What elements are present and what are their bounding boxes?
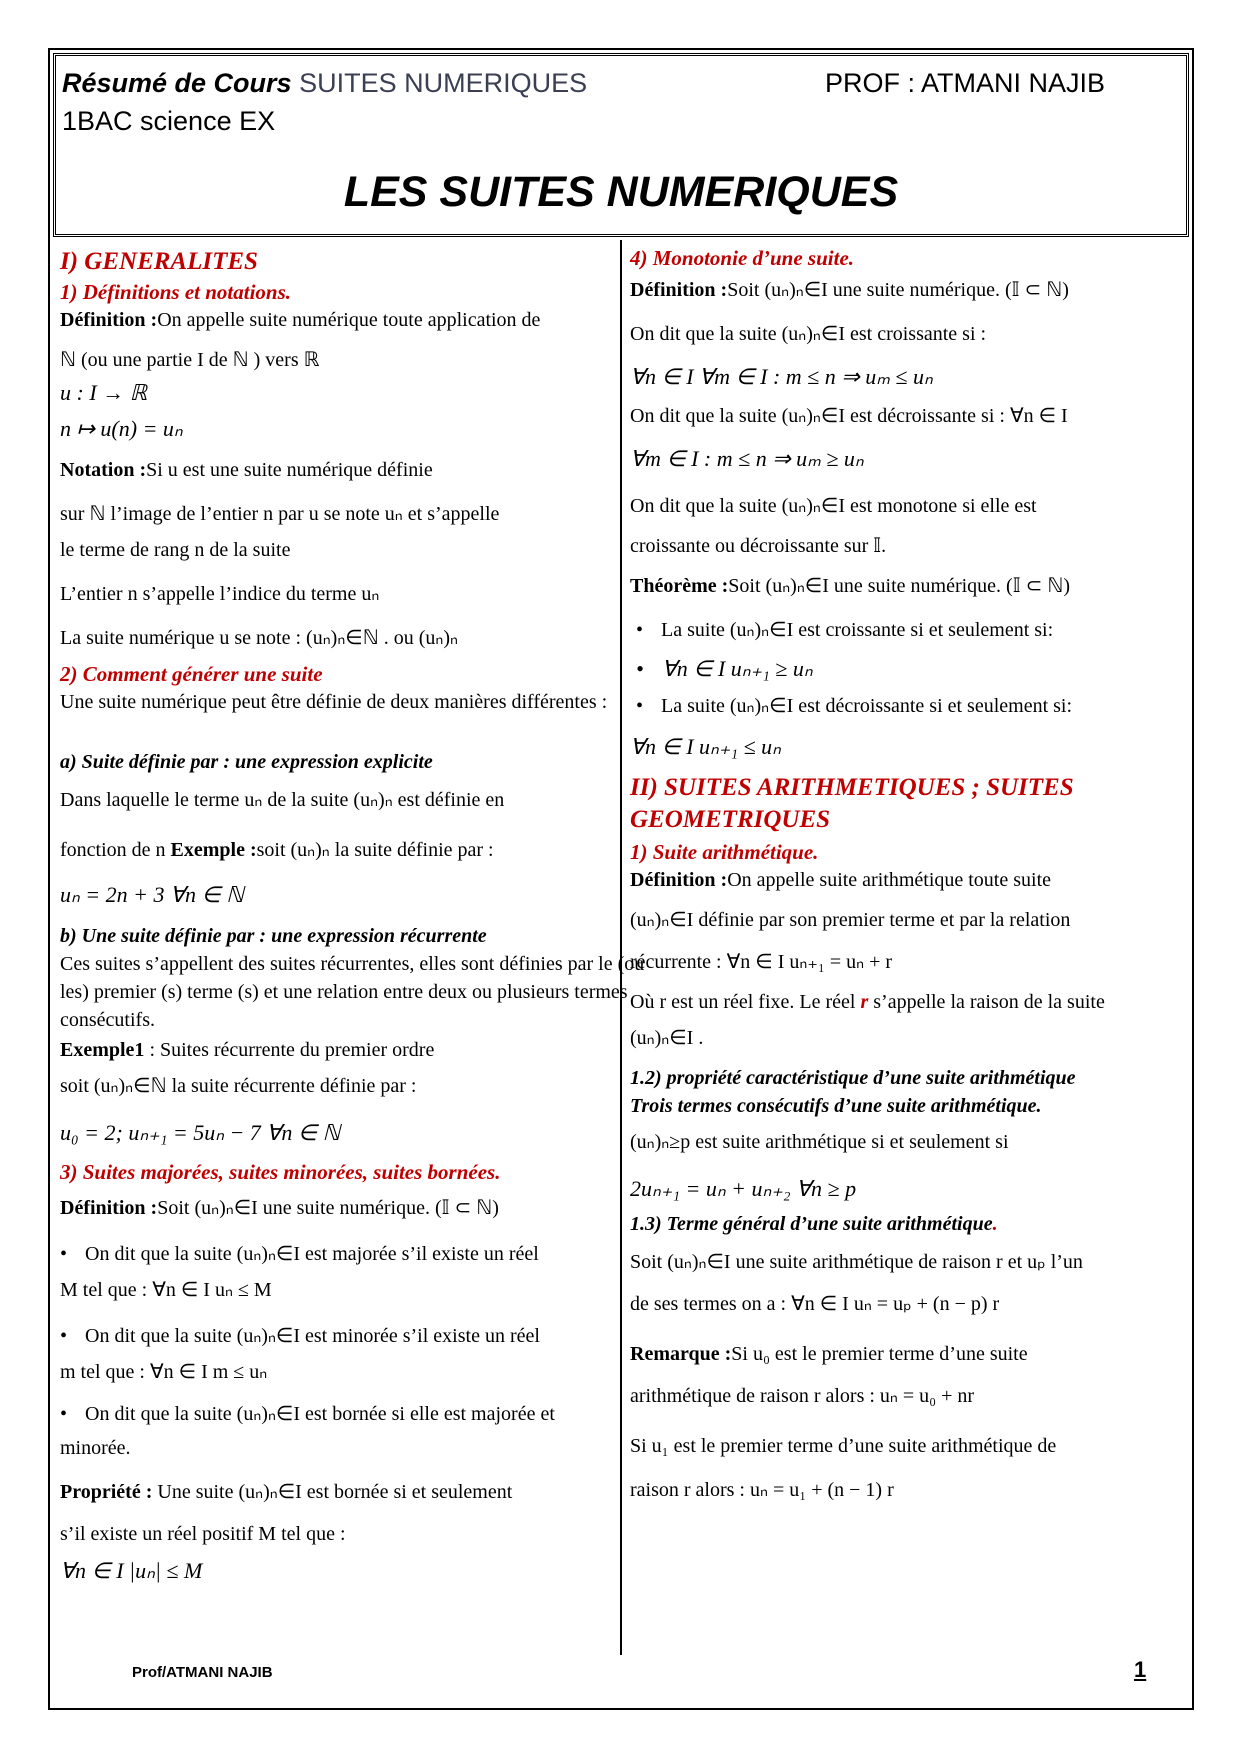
decroissante-formula: ∀m ∈ I : m ≤ n ⇒ uₘ ≥ uₙ <box>630 446 864 471</box>
subsection-arithmetique: 1) Suite arithmétique. <box>630 840 819 864</box>
remarque-label: Remarque : <box>630 1343 732 1365</box>
propriete-line-2: s’il existe un réel positif M tel que : <box>60 1523 346 1545</box>
explicite-text: fonction de n <box>60 839 171 861</box>
notation-line-2: sur ℕ l’image de l’entier n par u se note uₙ et s’appelle <box>60 503 500 525</box>
subsection-definitions: 1) Définitions et notations. <box>60 280 292 304</box>
bornee-line-2: minorée. <box>60 1437 131 1459</box>
remarque-line-3: Si u₁ est le premier terme d’une suite arithmétique de <box>630 1435 1057 1457</box>
explicite-line-1: Dans laquelle le terme uₙ de la suite (uₙ)ₙ est définie en <box>60 789 505 811</box>
decroissante-line: On dit que la suite (uₙ)ₙ∈I est décroissante si : ∀n ∈ I <box>630 405 1068 427</box>
theoreme-line <box>630 572 1070 600</box>
subsection-monotonie: 4) Monotonie d’une suite. <box>630 246 855 270</box>
definition4-label: Définition : <box>630 869 728 891</box>
remarque-line <box>630 1340 1028 1368</box>
definition2-text: Soit (uₙ)ₙ∈I une suite numérique. (𝕀 ⊂ ℕ) <box>157 1197 499 1219</box>
exemple1-line-2: soit (uₙ)ₙ∈ℕ la suite récurrente définie par : <box>60 1075 417 1097</box>
definition4-line-3: récurrente : ∀n ∈ I uₙ₊₁ = uₙ + r <box>630 951 893 973</box>
page-header <box>53 53 1189 237</box>
theoreme-formula: ∀n ∈ I uₙ₊₁ ≤ uₙ <box>630 734 781 759</box>
indice-line: L’entier n s’appelle l’indice du terme uₙ <box>60 583 380 605</box>
definition2-line <box>60 1194 499 1222</box>
croissante-formula: ∀n ∈ I ∀m ∈ I : m ≤ n ⇒ uₘ ≤ uₙ <box>630 364 933 389</box>
terme-general-dot: . <box>992 1213 998 1235</box>
page-title: LES SUITES NUMERIQUES <box>343 168 899 216</box>
majoree-line-1: • On dit que la suite (uₙ)ₙ∈I est majorée s’il existe un réel <box>60 1240 539 1268</box>
section-generalites: I) GENERALITES <box>60 248 258 275</box>
exemple1-text: : Suites récurrente du premier ordre <box>144 1039 435 1061</box>
definition-map-1: u : I → ℝ <box>60 380 148 405</box>
raison-line-2: (uₙ)ₙ∈I . <box>630 1027 704 1049</box>
notation-line-3: le terme de rang n de la suite <box>60 539 291 561</box>
theoreme-text: Soit (uₙ)ₙ∈I une suite numérique. (𝕀 ⊂ ℕ) <box>728 575 1070 597</box>
definition-line <box>60 306 540 334</box>
header-level: 1BAC science EX <box>62 106 276 136</box>
exemple-text: soit (uₙ)ₙ la suite définie par : <box>256 839 494 861</box>
croissante-line: On dit que la suite (uₙ)ₙ∈I est croissante si : <box>630 323 987 345</box>
definition-text: On appelle suite numérique toute application de <box>157 309 541 331</box>
notation-text: Si u est une suite numérique définie <box>146 459 433 481</box>
definition4-line <box>630 866 1051 894</box>
raison-text-a: Où r est un réel fixe. Le réel <box>630 991 861 1013</box>
header-course-line <box>62 68 587 99</box>
terme-general-line-1: Soit (uₙ)ₙ∈I une suite arithmétique de raison r et uₚ l’un <box>630 1251 1083 1273</box>
propriete-label: Propriété : <box>60 1481 153 1503</box>
raison-line-1 <box>630 988 1105 1016</box>
terme-general-line-2: de ses termes on a : ∀n ∈ I uₙ = uₚ + (n − p) r <box>630 1293 1000 1315</box>
subsection-recurrente: b) Une suite définie par : une expression récurrente <box>60 925 487 947</box>
caracteristique-line: (uₙ)ₙ≥p est suite arithmétique si et seulement si <box>630 1131 1009 1153</box>
definition2-label: Définition : <box>60 1197 158 1219</box>
definition4-line-2: (uₙ)ₙ∈I définie par son premier terme et par la relation <box>630 909 1071 931</box>
subsection-explicite: a) Suite définie par : une expression explicite <box>60 751 433 773</box>
raison-r: r <box>860 991 869 1013</box>
header-subject: SUITES NUMERIQUES <box>291 68 588 98</box>
notation-line <box>60 456 433 484</box>
definition-line-2: ℕ (ou une partie I de ℕ ) vers ℝ <box>60 349 320 371</box>
page-number: 1 <box>1134 1657 1147 1682</box>
remarque-line-4: raison r alors : uₙ = u₁ + (n − 1) r <box>630 1479 894 1501</box>
theoreme-bullet-3: • La suite (uₙ)ₙ∈I est décroissante si et seulement si: <box>636 692 1072 720</box>
notation-suite-line: La suite numérique u se note : (uₙ)ₙ∈ℕ . ou (uₙ)ₙ <box>60 627 458 649</box>
remarque-text: Si u₀ est le premier terme d’une suite <box>731 1343 1028 1365</box>
minoree-line-2: m tel que : ∀n ∈ I m ≤ uₙ <box>60 1361 268 1383</box>
monotone-line-2: croissante ou décroissante sur 𝕀. <box>630 535 887 557</box>
definition3-text: Soit (uₙ)ₙ∈I une suite numérique. (𝕀 ⊂ ℕ) <box>727 279 1069 301</box>
footer-author: Prof/ATMANI NAJIB <box>132 1664 273 1681</box>
subsection-bornees: 3) Suites majorées, suites minorées, suites bornées. <box>60 1160 501 1184</box>
exemple1-formula: u₀ = 2; uₙ₊₁ = 5uₙ − 7 ∀n ∈ ℕ <box>60 1120 341 1145</box>
definition3-line <box>630 276 1069 304</box>
subsection-trois-termes: Trois termes consécutifs d’une suite arithmétique. <box>630 1095 1042 1117</box>
notation-label: Notation : <box>60 459 147 481</box>
header-resume: Résumé de Cours <box>62 68 292 98</box>
propriete-text: Une suite (uₙ)ₙ∈I est bornée si et seulement <box>152 1481 513 1503</box>
header-prof: PROF : ATMANI NAJIB <box>825 68 1106 98</box>
definition3-label: Définition : <box>630 279 728 301</box>
raison-text-b: s’appelle la raison de la suite <box>868 991 1105 1013</box>
definition4-text: On appelle suite arithmétique toute suite <box>727 869 1052 891</box>
propriete-formula: ∀n ∈ I |uₙ| ≤ M <box>60 1558 203 1583</box>
definition-map-2: n ↦ u(n) = uₙ <box>60 416 183 441</box>
exemple1-label: Exemple1 <box>60 1039 145 1061</box>
theoreme-bullet-1: • La suite (uₙ)ₙ∈I est croissante si et seulement si: <box>636 616 1053 644</box>
exemple1-line <box>60 1036 434 1064</box>
recurrente-text: Ces suites s’appellent des suites récurrentes, elles sont définies par le (ou les) premier (s) terme (s) et une relation entre deux ou plusieurs termes consécutifs. <box>60 953 645 1031</box>
caracteristique-formula: 2uₙ₊₁ = uₙ + uₙ₊₂ ∀n ≥ p <box>630 1176 857 1201</box>
majoree-line-2: M tel que : ∀n ∈ I uₙ ≤ M <box>60 1279 272 1301</box>
subsection-terme-general <box>630 1210 998 1238</box>
remarque-line-2: arithmétique de raison r alors : uₙ = u₀ + nr <box>630 1385 975 1407</box>
generer-text: Une suite numérique peut être définie de deux manières différentes : <box>60 691 608 713</box>
propriete-line <box>60 1478 512 1506</box>
exemple-label: Exemple : <box>170 839 257 861</box>
theoreme-label: Théorème : <box>630 575 729 597</box>
theoreme-bullet-2: • ∀n ∈ I uₙ₊₁ ≥ uₙ <box>636 654 813 685</box>
subsection-caracteristique: 1.2) propriété caractéristique d’une suite arithmétique <box>630 1067 1076 1089</box>
explicite-formula: uₙ = 2n + 3 ∀n ∈ ℕ <box>60 882 244 907</box>
terme-general-title: 1.3) Terme général d’une suite arithmétique <box>630 1213 993 1235</box>
section-arithmetiques-1: II) SUITES ARITHMETIQUES ; SUITES <box>630 774 1074 801</box>
section-arithmetiques-2: GEOMETRIQUES <box>630 806 831 833</box>
subsection-generer: 2) Comment générer une suite <box>60 662 323 686</box>
monotone-line-1: On dit que la suite (uₙ)ₙ∈I est monotone si elle est <box>630 495 1037 517</box>
definition-label: Définition : <box>60 309 158 331</box>
minoree-line-1: • On dit que la suite (uₙ)ₙ∈I est minorée s’il existe un réel <box>60 1322 540 1350</box>
explicite-line-2 <box>60 836 494 864</box>
bornee-line-1: • On dit que la suite (uₙ)ₙ∈I est bornée si elle est majorée et <box>60 1400 555 1428</box>
